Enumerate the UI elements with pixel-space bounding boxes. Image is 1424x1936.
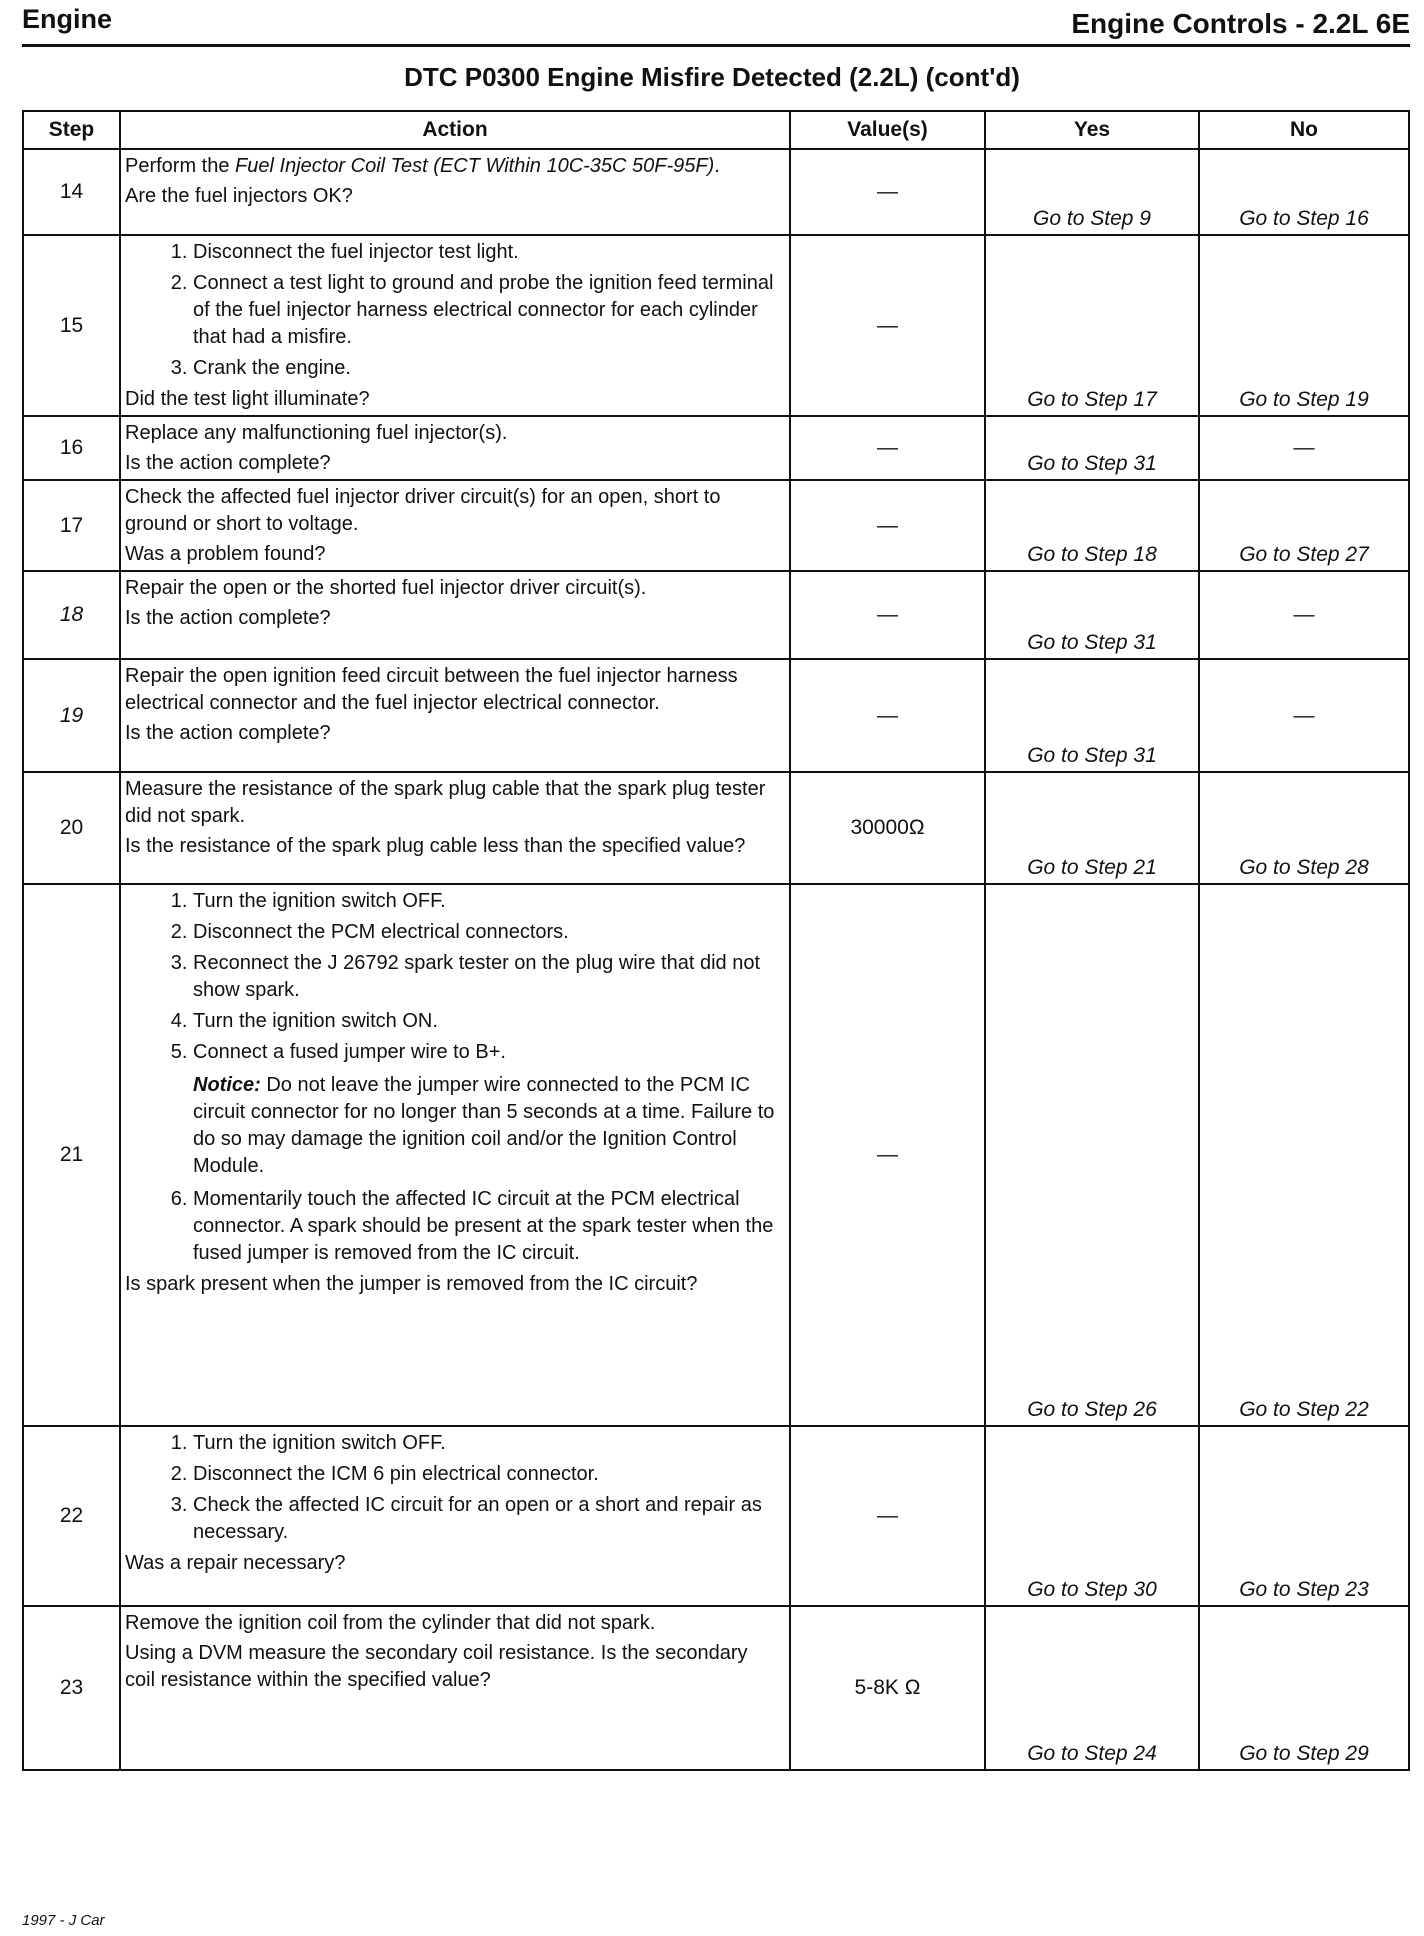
action-steps-list — [125, 888, 781, 1066]
list-item: 1. Turn the ignition switch OFF. — [193, 888, 781, 915]
action-cell — [120, 416, 790, 480]
action-statement: Repair the open or the shorted fuel injector driver circuit(s). — [125, 577, 647, 599]
no-cell: Go to Step 23 — [1199, 1426, 1409, 1606]
action-question: Is spark present when the jumper is removed from the IC circuit? — [125, 1273, 698, 1295]
no-cell: Go to Step 16 — [1199, 149, 1409, 235]
action-cell — [120, 1426, 790, 1606]
table-row — [23, 1606, 1409, 1770]
action-statement: Replace any malfunctioning fuel injector(s). — [125, 422, 508, 444]
step-number: 17 — [23, 480, 120, 571]
action-cell — [120, 884, 790, 1426]
yes-cell: Go to Step 9 — [985, 149, 1199, 235]
header-values: Value(s) — [790, 111, 985, 149]
diagnostic-table — [22, 110, 1410, 1771]
notice-text: Do not leave the jumper wire connected to the PCM IC circuit connector for no longer than 5 seconds at a time. Failure to do so may damage the ignition coil and/or the Ignition Control Module. — [193, 1074, 775, 1177]
no-cell: Go to Step 27 — [1199, 480, 1409, 571]
header-step: Step — [23, 111, 120, 149]
action-question: Is the action complete? — [125, 722, 331, 744]
step-number: 14 — [23, 149, 120, 235]
action-steps-list — [125, 239, 781, 382]
value-cell: — — [790, 235, 985, 416]
list-item: 3. Reconnect the J 26792 spark tester on the plug wire that did not show spark. — [193, 950, 781, 1004]
notice — [125, 1072, 781, 1180]
header-no: No — [1199, 111, 1409, 149]
step-number: 18 — [23, 571, 120, 659]
action-cell — [120, 235, 790, 416]
yes-cell: Go to Step 26 — [985, 884, 1199, 1426]
value-cell: — — [790, 884, 985, 1426]
list-item: 4. Turn the ignition switch ON. — [193, 1008, 781, 1035]
value-cell: — — [790, 149, 985, 235]
action-steps-list — [125, 1430, 781, 1546]
yes-cell: Go to Step 24 — [985, 1606, 1199, 1770]
action-cell — [120, 772, 790, 884]
action-statement: Perform the Fuel Injector Coil Test (ECT Within 10C-35C 50F-95F). — [125, 155, 720, 177]
action-question: Is the action complete? — [125, 452, 331, 474]
page-header — [22, 4, 1410, 48]
table-row — [23, 1426, 1409, 1606]
notice-label: Notice: — [193, 1074, 261, 1096]
table-row — [23, 416, 1409, 480]
value-cell: — — [790, 571, 985, 659]
list-item: 1. Turn the ignition switch OFF. — [193, 1430, 781, 1457]
action-question: Is the action complete? — [125, 607, 331, 629]
yes-cell: Go to Step 21 — [985, 772, 1199, 884]
page-title: DTC P0300 Engine Misfire Detected (2.2L) (cont'd) — [404, 62, 1020, 92]
action-question: Was a repair necessary? — [125, 1552, 346, 1574]
table-row — [23, 772, 1409, 884]
no-cell: Go to Step 28 — [1199, 772, 1409, 884]
step-number: 16 — [23, 416, 120, 480]
yes-cell: Go to Step 30 — [985, 1426, 1199, 1606]
header-divider — [22, 44, 1410, 47]
no-cell: Go to Step 29 — [1199, 1606, 1409, 1770]
list-item: 2. Disconnect the ICM 6 pin electrical connector. — [193, 1461, 781, 1488]
step-number: 22 — [23, 1426, 120, 1606]
table-row — [23, 149, 1409, 235]
step-number: 23 — [23, 1606, 120, 1770]
list-item: 5. Connect a fused jumper wire to B+. — [193, 1039, 781, 1066]
header-action: Action — [120, 111, 790, 149]
page-footer: 1997 - J Car — [22, 1912, 105, 1929]
yes-cell: Go to Step 31 — [985, 571, 1199, 659]
action-statement: Measure the resistance of the spark plug cable that the spark plug tester did not spark. — [125, 778, 766, 827]
list-item: 1. Disconnect the fuel injector test light. — [193, 239, 781, 266]
no-cell: — — [1199, 659, 1409, 772]
value-cell: — — [790, 659, 985, 772]
action-question: Using a DVM measure the secondary coil resistance. Is the secondary coil resistance within the specified value? — [125, 1642, 748, 1691]
step-number: 15 — [23, 235, 120, 416]
action-cell — [120, 149, 790, 235]
action-question: Are the fuel injectors OK? — [125, 185, 353, 207]
value-cell: — — [790, 1426, 985, 1606]
no-cell: — — [1199, 571, 1409, 659]
step-number: 21 — [23, 884, 120, 1426]
action-cell — [120, 659, 790, 772]
list-item: 2. Connect a test light to ground and probe the ignition feed terminal of the fuel injector harness electrical connector for each cylinder that had a misfire. — [193, 270, 781, 351]
table-row — [23, 659, 1409, 772]
list-item: 6. Momentarily touch the affected IC circuit at the PCM electrical connector. A spark should be present at the spark tester when the fused jumper is removed from the IC circuit. — [193, 1186, 781, 1267]
value-cell: 5-8K Ω — [790, 1606, 985, 1770]
list-item: 3. Crank the engine. — [193, 355, 781, 382]
value-cell: 30000Ω — [790, 772, 985, 884]
header-yes: Yes — [985, 111, 1199, 149]
yes-cell: Go to Step 18 — [985, 480, 1199, 571]
table-row — [23, 480, 1409, 571]
step-number: 19 — [23, 659, 120, 772]
no-cell: Go to Step 22 — [1199, 884, 1409, 1426]
action-cell — [120, 1606, 790, 1770]
yes-cell: Go to Step 17 — [985, 235, 1199, 416]
action-statement: Remove the ignition coil from the cylinder that did not spark. — [125, 1612, 656, 1634]
action-steps-list — [125, 1186, 781, 1267]
page-header-title: Engine Controls - 2.2L 6E — [1071, 8, 1410, 39]
list-item: 2. Disconnect the PCM electrical connectors. — [193, 919, 781, 946]
action-question: Did the test light illuminate? — [125, 388, 370, 410]
table-row — [23, 571, 1409, 659]
action-cell — [120, 480, 790, 571]
no-cell: — — [1199, 416, 1409, 480]
no-cell: Go to Step 19 — [1199, 235, 1409, 416]
action-statement: Repair the open ignition feed circuit between the fuel injector harness electrical connector and the fuel injector electrical connector. — [125, 665, 738, 714]
action-cell — [120, 571, 790, 659]
step-number: 20 — [23, 772, 120, 884]
value-cell: — — [790, 416, 985, 480]
yes-cell: Go to Step 31 — [985, 416, 1199, 480]
action-question: Is the resistance of the spark plug cable less than the specified value? — [125, 835, 746, 857]
action-statement: Check the affected fuel injector driver circuit(s) for an open, short to ground or short to voltage. — [125, 486, 721, 535]
table-row — [23, 235, 1409, 416]
value-cell: — — [790, 480, 985, 571]
list-item: 3. Check the affected IC circuit for an open or a short and repair as necessary. — [193, 1492, 781, 1546]
table-header-row — [23, 111, 1409, 149]
action-question: Was a problem found? — [125, 543, 326, 565]
table-row — [23, 884, 1409, 1426]
yes-cell: Go to Step 31 — [985, 659, 1199, 772]
section-label: Engine — [22, 4, 113, 34]
